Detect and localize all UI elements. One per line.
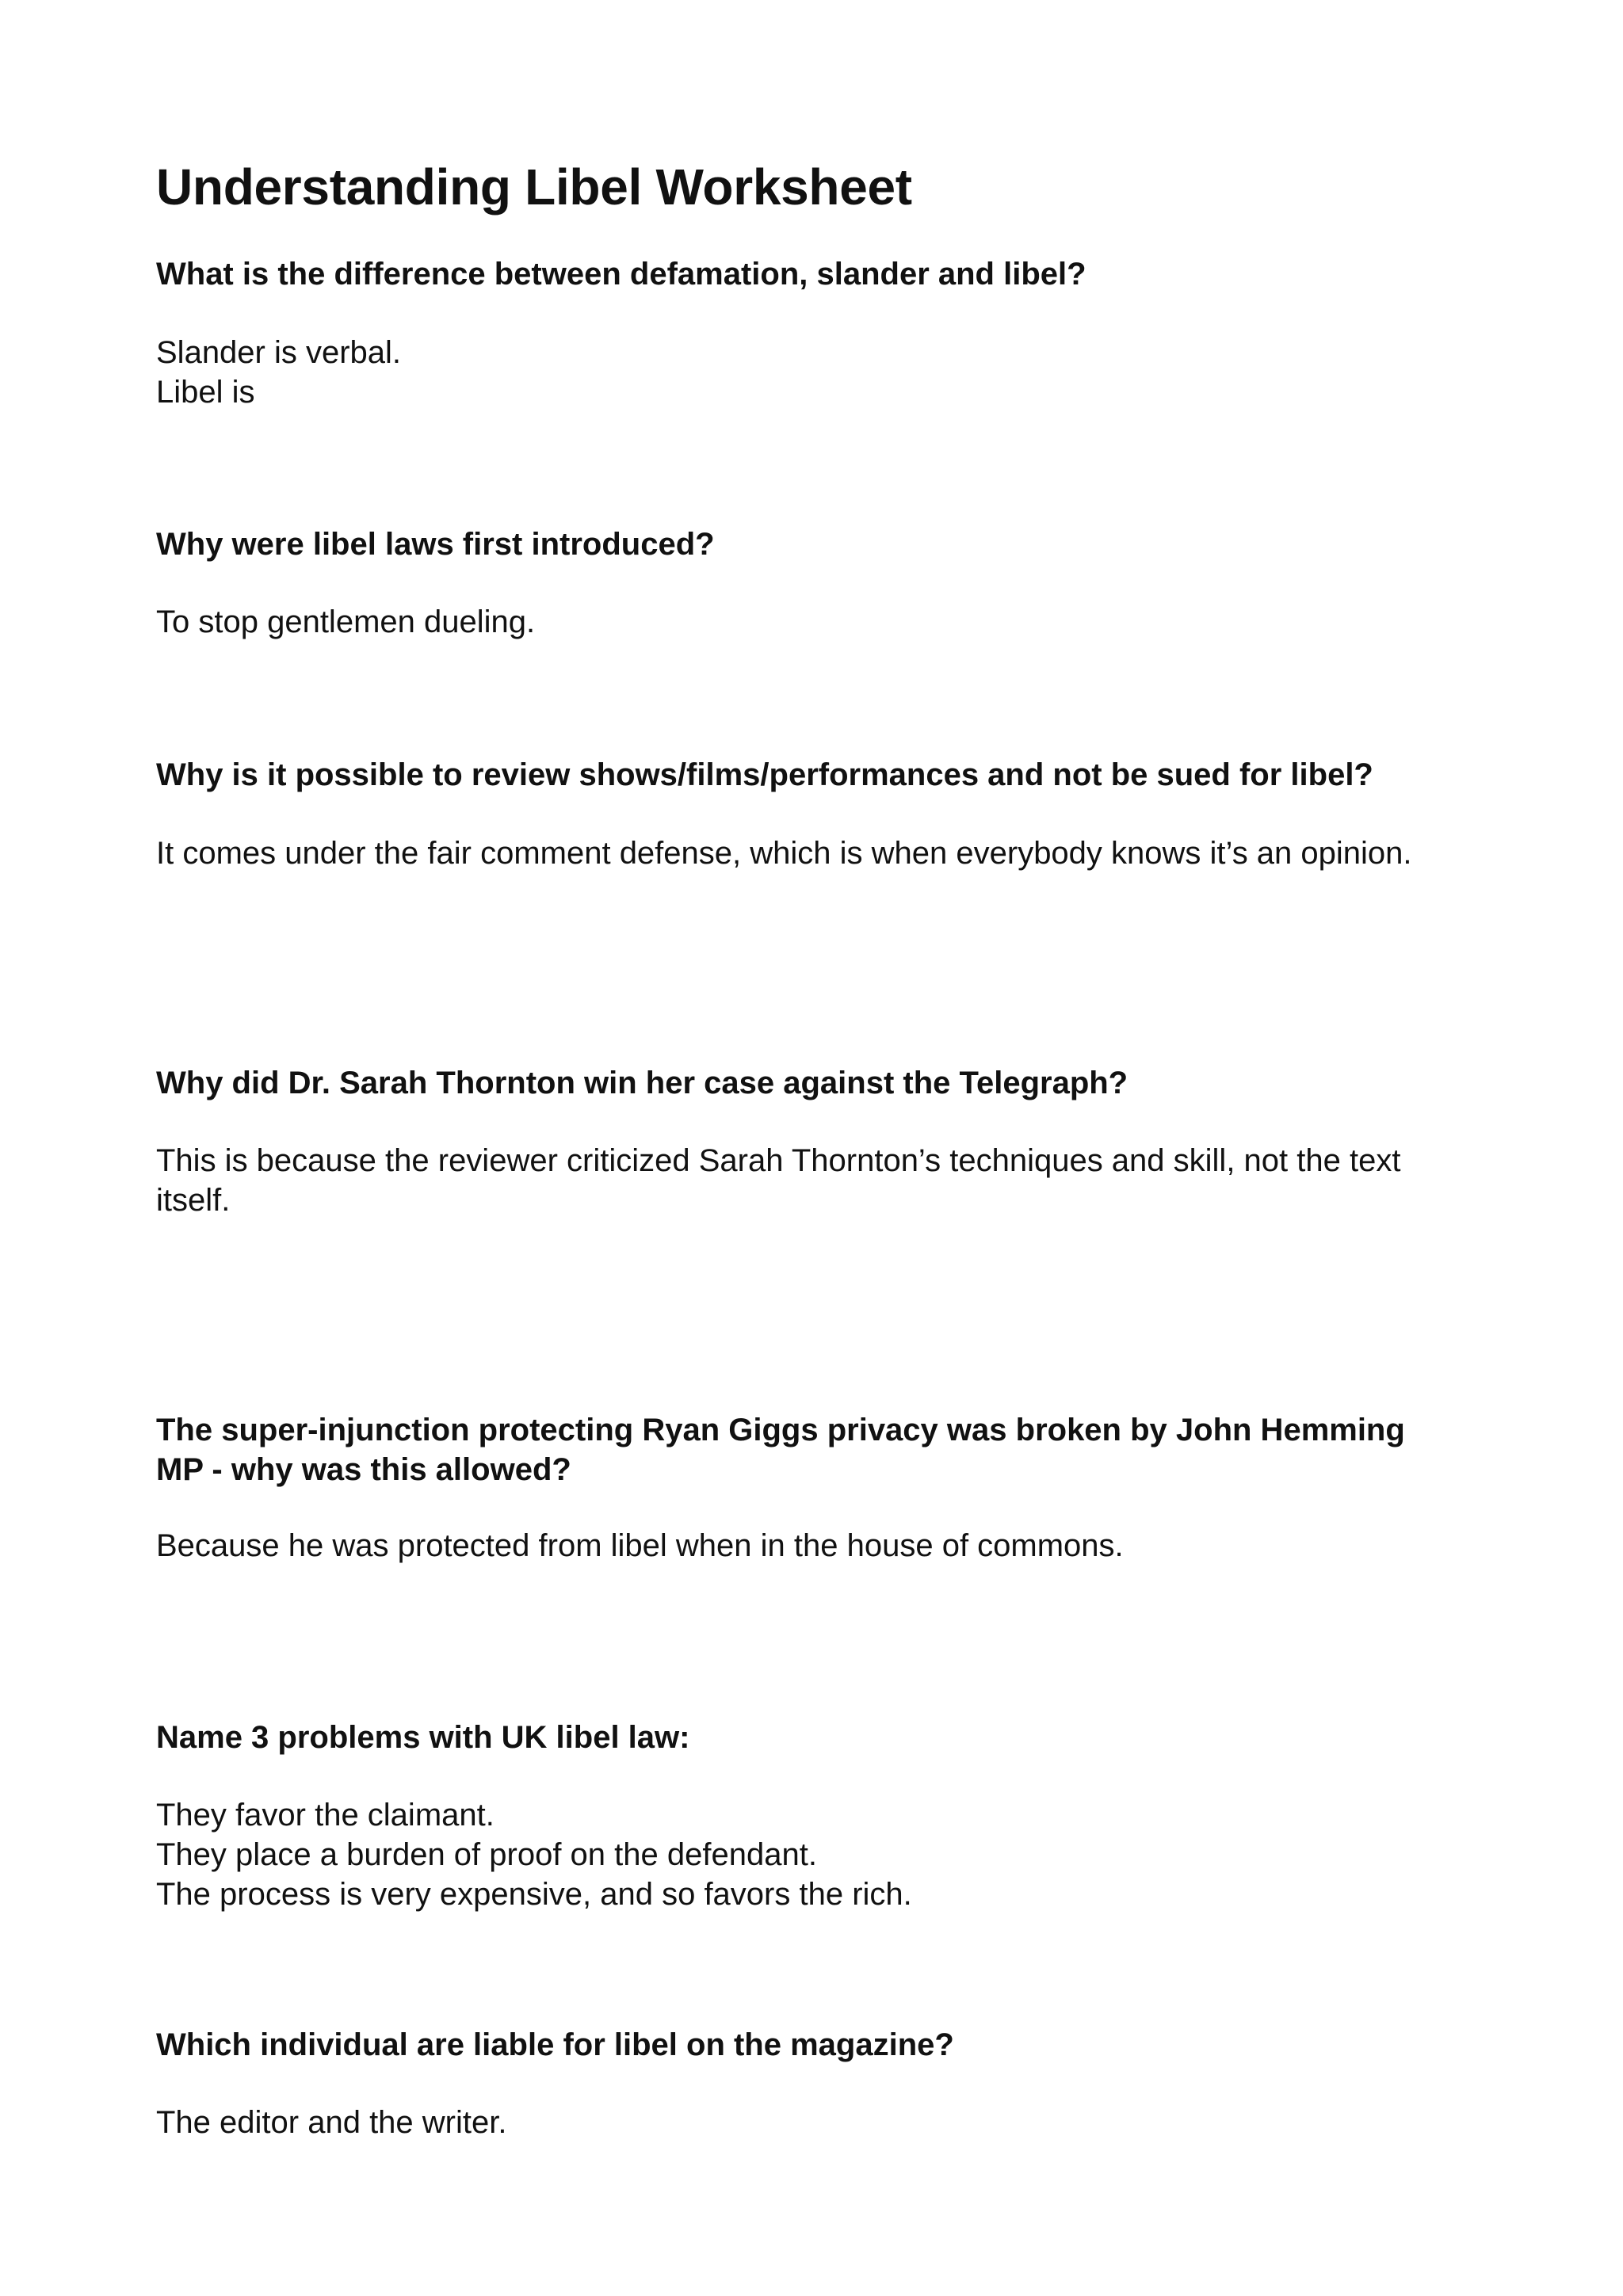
question-5-line-1: The super-injunction protecting Ryan Giggs privacy was broken by John Hemming: [156, 1413, 1405, 1447]
answer-5-line-1: Because he was protected from libel when in the house of commons.: [156, 1528, 1124, 1563]
answer-6: [156, 1795, 1503, 1914]
answer-3-line-1: It comes under the fair comment defense, which is when everybody knows it’s an opinion.: [156, 836, 1412, 871]
question-5: [156, 1410, 1472, 1489]
answer-5: [156, 1526, 1503, 1566]
question-3: Why is it possible to review shows/films/performances and not be sued for libel?: [156, 757, 1373, 792]
answer-6-line-2: They place a burden of proof on the defendant.: [156, 1837, 817, 1872]
question-6: Name 3 problems with UK libel law:: [156, 1720, 690, 1755]
answer-6-line-3: The process is very expensive, and so favors the rich.: [156, 1877, 912, 1912]
answer-3: [156, 833, 1503, 873]
answer-7-line-1: The editor and the writer.: [156, 2105, 507, 2140]
answer-2: [156, 602, 1503, 642]
answer-2-line-1: To stop gentlemen dueling.: [156, 605, 536, 639]
answer-7: [156, 2103, 1503, 2142]
answer-1: [156, 333, 1503, 412]
question-2: Why were libel laws first introduced?: [156, 527, 715, 562]
answer-4-line-2: itself.: [156, 1183, 231, 1218]
answer-4-line-1: This is because the reviewer criticized Sarah Thornton’s techniques and skill, not the text: [156, 1143, 1401, 1178]
question-4: Why did Dr. Sarah Thornton win her case against the Telegraph?: [156, 1066, 1128, 1100]
question-5-line-2: MP - why was this allowed?: [156, 1452, 571, 1487]
answer-6-line-1: They favor the claimant.: [156, 1798, 495, 1833]
question-7: Which individual are liable for libel on the magazine?: [156, 2027, 954, 2062]
answer-1-line-2: Libel is: [156, 375, 255, 410]
question-1: What is the difference between defamation, slander and libel?: [156, 257, 1086, 292]
worksheet-title: Understanding Libel Worksheet: [156, 158, 912, 215]
answer-1-line-1: Slander is verbal.: [156, 335, 402, 370]
answer-4: [156, 1141, 1503, 1220]
